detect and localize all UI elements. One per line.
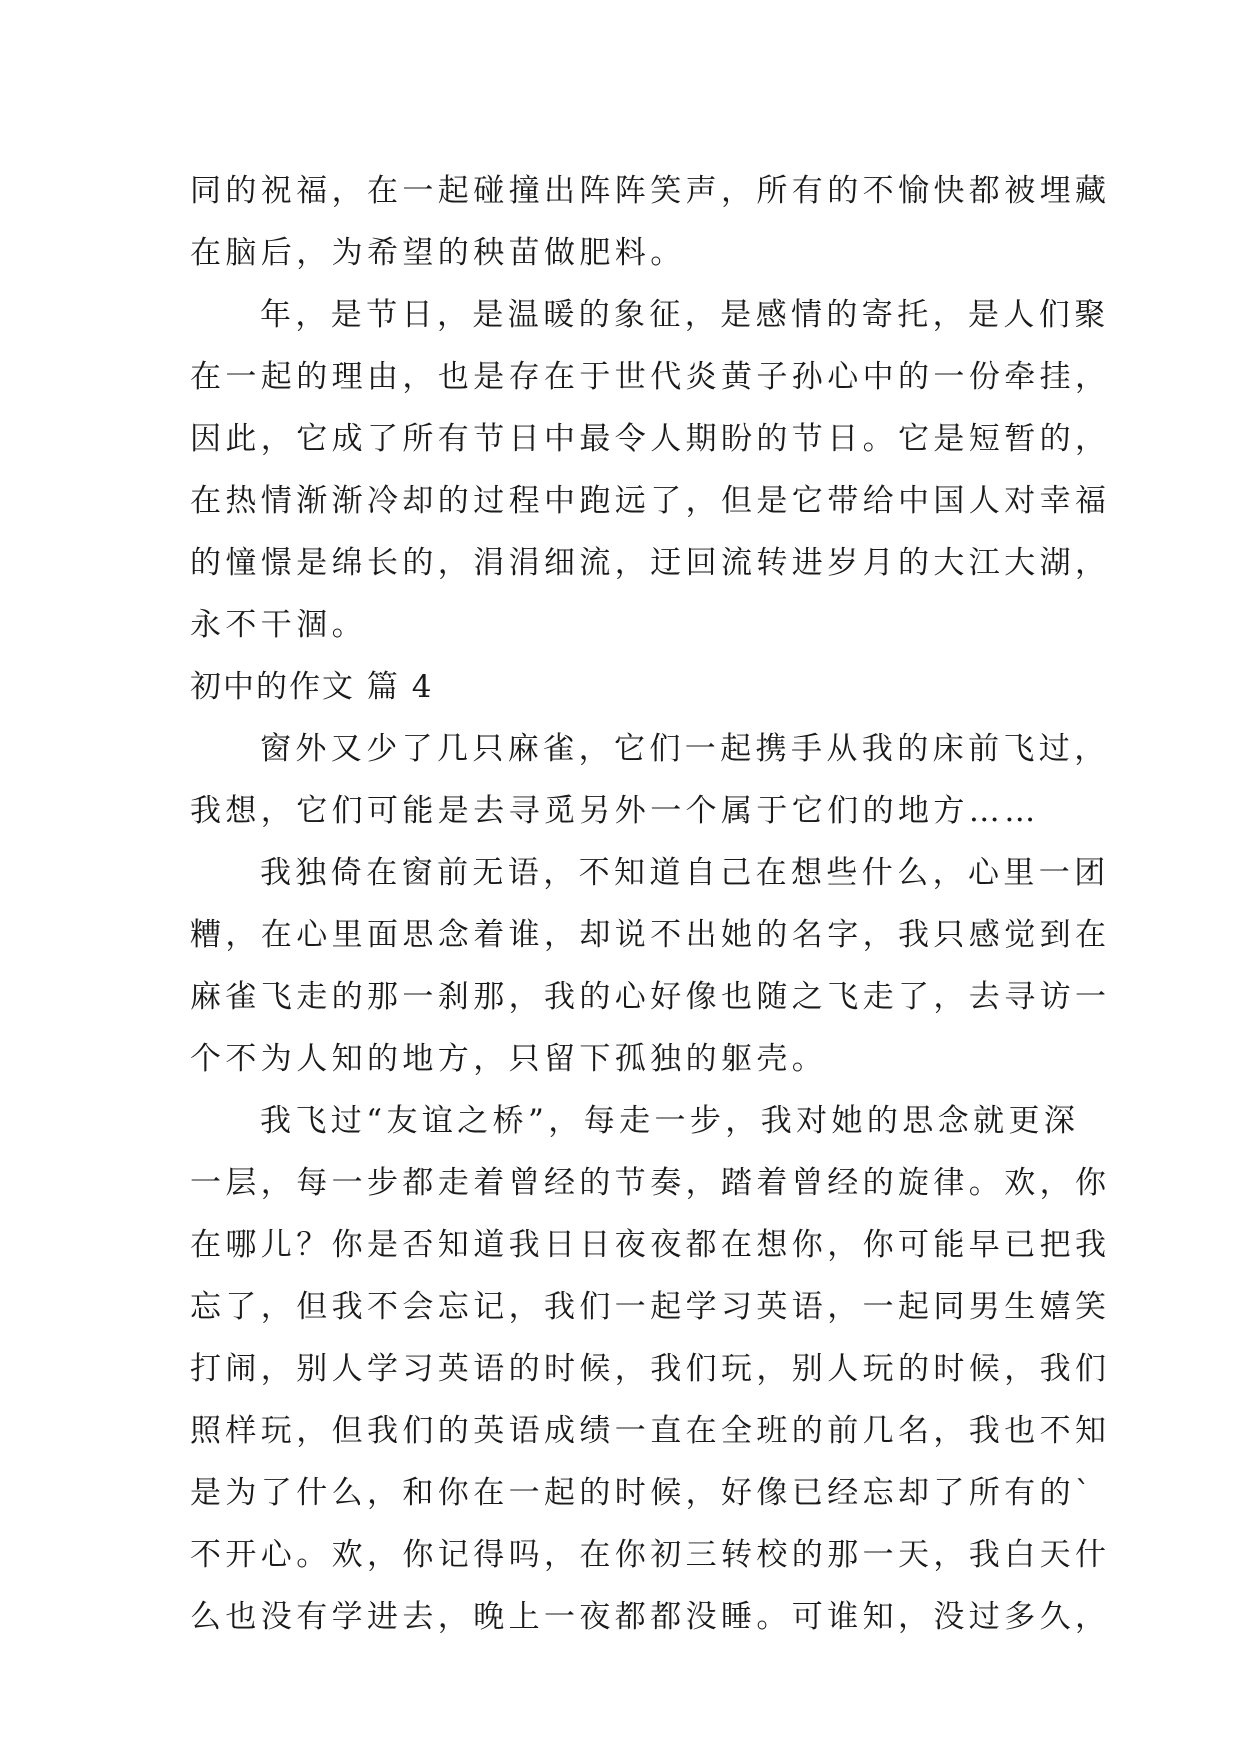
text-line: 么也没有学进去，晚上一夜都都没睡。可谁知，没过多久， — [190, 1599, 1111, 1635]
text-line: 永不干涸。 — [190, 607, 367, 643]
paragraph — [190, 1090, 1111, 1648]
text-line: 同的祝福，在一起碰撞出阵阵笑声，所有的不愉快都被埋藏 — [190, 173, 1111, 209]
text-line: 打闹，别人学习英语的时候，我们玩，别人玩的时候，我们 — [190, 1351, 1111, 1387]
text-line: 忘了，但我不会忘记，我们一起学习英语，一起同男生嬉笑 — [190, 1289, 1111, 1325]
text-line: 在哪儿？你是否知道我日日夜夜都在想你，你可能早已把我 — [190, 1227, 1111, 1263]
paragraph — [190, 160, 1111, 284]
text-line: 个不为人知的地方，只留下孤独的躯壳。 — [190, 1041, 828, 1077]
text-line: 麻雀飞走的那一刹那，我的心好像也随之飞走了，去寻访一 — [190, 979, 1111, 1015]
text-line: 照样玩，但我们的英语成绩一直在全班的前几名，我也不知 — [190, 1413, 1111, 1449]
paragraph — [190, 718, 1110, 842]
text-line: 不开心。欢，你记得吗，在你初三转校的那一天，我白天什 — [190, 1537, 1111, 1573]
text-line: 我飞过“友谊之桥”，每走一步，我对她的思念就更深 — [260, 1103, 1080, 1139]
text-line: 因此，它成了所有节日中最令人期盼的节日。它是短暂的， — [190, 421, 1111, 457]
text-line: 在热情渐渐冷却的过程中跑远了，但是它带给中国人对幸福 — [190, 483, 1111, 519]
text-line: 年，是节日，是温暖的象征，是感情的寄托，是人们聚 — [260, 297, 1110, 333]
paragraph — [190, 842, 1111, 1090]
text-line: 我想，它们可能是去寻觅另外一个属于它们的地方…… — [190, 793, 1040, 829]
section-heading: 初中的作文 篇 4 — [190, 669, 434, 705]
text-line: 在一起的理由，也是存在于世代炎黄子孙心中的一份牵挂， — [190, 359, 1111, 395]
document-body — [190, 160, 1111, 1648]
text-line: 窗外又少了几只麻雀，它们一起携手从我的床前飞过， — [260, 731, 1110, 767]
text-line: 我独倚在窗前无语，不知道自己在想些什么，心里一团 — [260, 855, 1110, 891]
text-line: 糟，在心里面思念着谁，却说不出她的名字，我只感觉到在 — [190, 917, 1111, 953]
text-line: 的憧憬是绵长的，涓涓细流，迂回流转进岁月的大江大湖， — [190, 545, 1111, 581]
text-line: 是为了什么，和你在一起的时候，好像已经忘却了所有的` — [190, 1475, 1095, 1511]
paragraph — [190, 284, 1111, 656]
text-line: 一层，每一步都走着曾经的节奏，踏着曾经的旋律。欢，你 — [190, 1165, 1111, 1201]
text-line: 在脑后，为希望的秧苗做肥料。 — [190, 235, 686, 271]
